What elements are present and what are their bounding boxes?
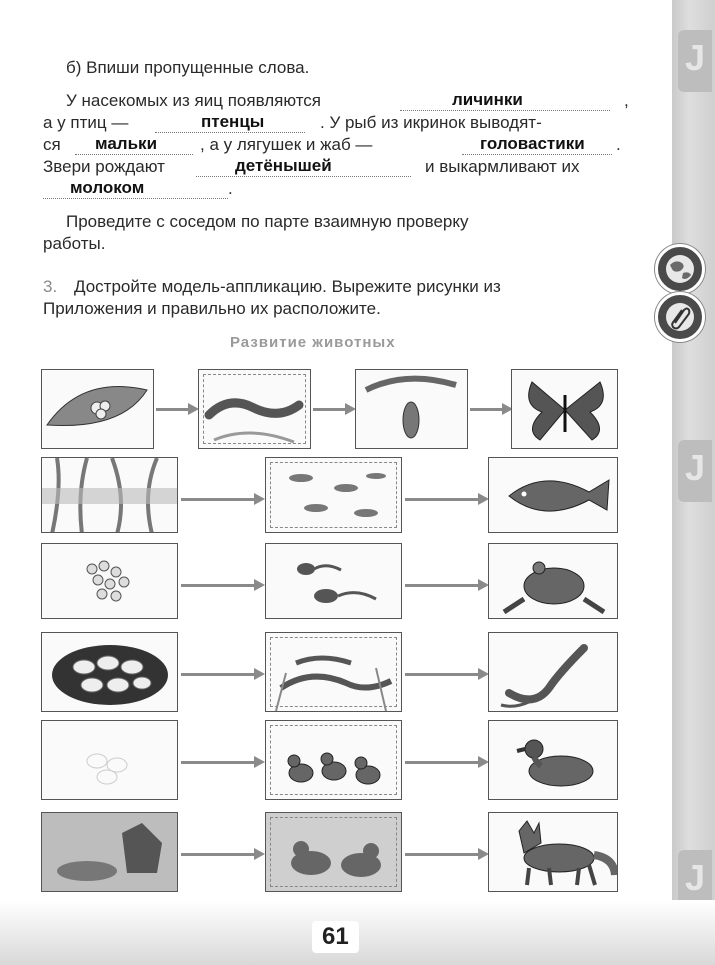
- check-note-line-1: Проведите с соседом по парте взаимную проверку: [66, 212, 469, 231]
- arrow: [156, 408, 189, 411]
- text-line-3a: ся: [43, 135, 61, 154]
- side-tab-bottom: J: [678, 850, 712, 912]
- answer-frogs: головастики: [480, 134, 585, 153]
- arrow: [181, 853, 255, 856]
- arrow: [181, 761, 255, 764]
- vixen-with-kits-picture: [41, 812, 178, 892]
- text-line-3-end: .: [616, 135, 621, 154]
- side-tab-top: J: [678, 30, 712, 92]
- arrow: [181, 584, 255, 587]
- answer-insects: личинки: [452, 90, 523, 109]
- arrow: [405, 673, 479, 676]
- check-note-line-2: работы.: [43, 234, 106, 253]
- duck-picture: [488, 720, 618, 800]
- text-line-2a: а у птиц —: [43, 113, 129, 132]
- lizard-picture: [488, 632, 618, 712]
- frog-spawn-picture: [41, 543, 178, 619]
- diagram-title: Развитие животных: [230, 334, 396, 351]
- task-3-number: 3.: [43, 277, 58, 296]
- task-b-heading: б) Впиши пропущенные слова.: [66, 58, 310, 77]
- chrysalis-picture: [355, 369, 468, 449]
- answer-fish: мальки: [95, 134, 158, 153]
- fish-roe-picture: [41, 457, 178, 533]
- tadpoles-picture: [265, 543, 402, 619]
- caterpillar-picture: [198, 369, 311, 449]
- answer-mammals: детёнышей: [235, 156, 332, 175]
- fish-fry-picture: [265, 457, 402, 533]
- text-line-3b: , а у лягушек и жаб —: [200, 135, 373, 154]
- paperclip-icon: [655, 292, 705, 342]
- bird-eggs-picture: [41, 720, 178, 800]
- reptile-eggs-picture: [41, 632, 178, 712]
- young-lizards-picture: [265, 632, 402, 712]
- arrow: [405, 498, 479, 501]
- text-line-4a: Звери рождают: [43, 157, 165, 176]
- arrow: [181, 498, 255, 501]
- text-line-2b: . У рыб из икринок выводят-: [320, 113, 542, 132]
- arrow: [181, 673, 255, 676]
- task-3-line-2: Приложения и правильно их расположите.: [43, 299, 381, 318]
- fox-picture: [488, 812, 618, 892]
- text-line-4b: и выкармливают их: [425, 157, 580, 176]
- perch-picture: [488, 457, 618, 533]
- insect-eggs-picture: [41, 369, 154, 449]
- arrow: [405, 584, 479, 587]
- globe-icon: [655, 244, 705, 294]
- arrow: [313, 408, 346, 411]
- side-tab-middle: J: [678, 440, 712, 502]
- task-3-line-1: Достройте модель-аппликацию. Вырежите рисунки из: [74, 277, 501, 296]
- answer-birds: птенцы: [201, 112, 265, 131]
- frog-picture: [488, 543, 618, 619]
- text-line-1: У насекомых из яиц появляются: [66, 91, 322, 110]
- text-line-5-end: .: [228, 179, 233, 198]
- text-line-1-end: ,: [624, 91, 629, 110]
- page-number: 61: [312, 921, 359, 953]
- butterfly-picture: [511, 369, 618, 449]
- arrow: [405, 761, 479, 764]
- arrow: [470, 408, 503, 411]
- answer-food: молоком: [70, 178, 145, 197]
- arrow: [405, 853, 479, 856]
- fox-cubs-picture: [265, 812, 402, 892]
- ducklings-picture: [265, 720, 402, 800]
